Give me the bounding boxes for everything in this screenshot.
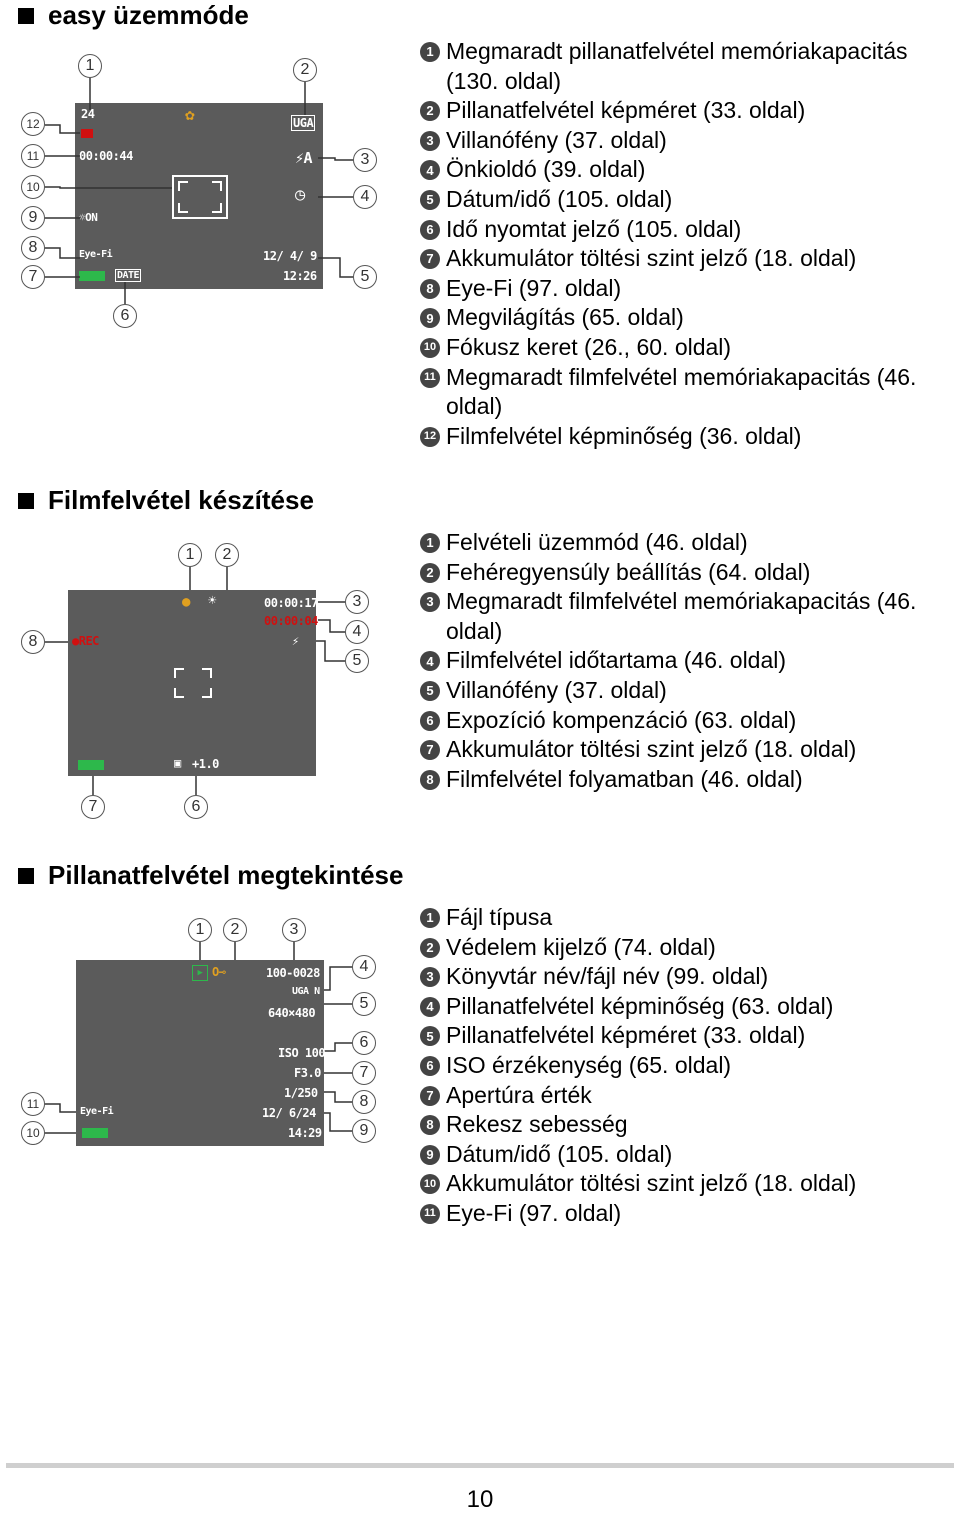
callout-1: 1 bbox=[78, 54, 102, 78]
easy-mode-icon: ✿ bbox=[185, 105, 195, 124]
aperture-value: F3.0 bbox=[294, 1066, 321, 1080]
legend-item bbox=[420, 735, 960, 765]
legend-item bbox=[420, 587, 960, 646]
callout-7: 7 bbox=[21, 265, 45, 289]
legend-list-easy-mode bbox=[420, 37, 960, 451]
legend-text: Filmfelvétel folyamatban (46. oldal) bbox=[446, 765, 803, 792]
legend-text: Eye-Fi (97. oldal) bbox=[446, 274, 622, 301]
legend-number: 9 bbox=[420, 308, 440, 328]
legend-item bbox=[420, 706, 960, 736]
legend-item bbox=[420, 903, 856, 933]
legend-text: Villanófény (37. oldal) bbox=[446, 126, 667, 153]
iso-value: ISO 100 bbox=[278, 1046, 326, 1060]
callout-8: 8 bbox=[352, 1090, 376, 1114]
legend-item bbox=[420, 244, 960, 274]
legend-number: 7 bbox=[420, 740, 440, 760]
callout-8: 8 bbox=[21, 236, 45, 260]
section-title-text: Pillanatfelvétel megtekintése bbox=[48, 860, 404, 890]
file-type-icon: ▶ bbox=[192, 965, 208, 981]
footer-divider bbox=[6, 1463, 954, 1468]
legend-item bbox=[420, 1140, 856, 1170]
legend-text: Pillanatfelvétel képméret (33. oldal) bbox=[446, 1022, 806, 1049]
callout-3: 3 bbox=[282, 918, 306, 942]
section-bullet-icon bbox=[18, 493, 34, 509]
legend-number: 1 bbox=[420, 533, 440, 553]
focus-corner-icon bbox=[174, 688, 184, 698]
legend-item bbox=[420, 422, 960, 452]
legend-number: 1 bbox=[420, 42, 440, 62]
legend-text: Felvételi üzemmód (46. oldal) bbox=[446, 529, 748, 555]
time-display: 12:26 bbox=[283, 269, 317, 283]
legend-number: 7 bbox=[420, 1086, 440, 1106]
legend-text: Pillanatfelvétel képminőség (63. oldal) bbox=[446, 992, 834, 1019]
illumination-label: ON bbox=[85, 211, 98, 224]
legend-number: 4 bbox=[420, 997, 440, 1017]
legend-number: 8 bbox=[420, 279, 440, 299]
legend-text: Pillanatfelvétel képméret (33. oldal) bbox=[446, 97, 806, 124]
legend-item bbox=[420, 155, 960, 185]
flash-mode: ⚡A bbox=[295, 149, 313, 167]
self-timer-icon: ◷ bbox=[295, 185, 305, 205]
time-display: 14:29 bbox=[288, 1126, 322, 1140]
callout-11: 11 bbox=[21, 144, 45, 168]
legend-item bbox=[420, 646, 960, 676]
legend-text: Védelem kijelző (74. oldal) bbox=[446, 933, 716, 960]
legend-list-playback bbox=[420, 903, 856, 1229]
legend-text: Megmaradt filmfelvétel memóriakapacitás (46. oldal) bbox=[446, 588, 917, 644]
callout-10: 10 bbox=[21, 1121, 45, 1145]
legend-number: 10 bbox=[420, 1174, 440, 1194]
legend-text: Megmaradt pillanatfelvétel memóriakapacitás (130. oldal) bbox=[446, 38, 908, 94]
callout-3: 3 bbox=[353, 148, 377, 172]
legend-number: 6 bbox=[420, 1056, 440, 1076]
legend-item bbox=[420, 96, 960, 126]
white-balance-icon: ☀ bbox=[208, 593, 216, 609]
lcd-screen-movie bbox=[68, 590, 316, 776]
legend-text: Dátum/idő (105. oldal) bbox=[446, 185, 673, 212]
legend-text: Expozíció kompenzáció (63. oldal) bbox=[446, 706, 797, 733]
folder-file-name: 100-0028 bbox=[266, 966, 320, 980]
legend-text: Eye-Fi (97. oldal) bbox=[446, 1199, 622, 1226]
legend-item bbox=[420, 962, 856, 992]
legend-number: 1 bbox=[420, 908, 440, 928]
legend-item bbox=[420, 528, 960, 558]
legend-text: Akkumulátor töltési szint jelző (18. oldal) bbox=[446, 245, 857, 272]
legend-item bbox=[420, 1051, 856, 1081]
callout-4: 4 bbox=[345, 620, 369, 644]
legend-text: Fájl típusa bbox=[446, 904, 553, 930]
eyefi-indicator: Eye-Fi bbox=[80, 1106, 114, 1117]
illumination-indicator: ☼ON bbox=[79, 211, 98, 224]
section-bullet-icon bbox=[18, 868, 34, 884]
callout-8: 8 bbox=[21, 630, 45, 654]
legend-item bbox=[420, 1021, 856, 1051]
lcd-screen-playback bbox=[76, 960, 324, 1146]
legend-number: 6 bbox=[420, 220, 440, 240]
callout-2: 2 bbox=[293, 58, 317, 82]
legend-number: 8 bbox=[420, 770, 440, 790]
section-title-movie-recording bbox=[18, 485, 314, 516]
legend-item bbox=[420, 1199, 856, 1229]
legend-number: 5 bbox=[420, 1026, 440, 1046]
legend-text: Megvilágítás (65. oldal) bbox=[446, 304, 684, 331]
focus-corner-icon bbox=[202, 668, 212, 678]
shots-remaining: 24 bbox=[81, 107, 95, 121]
callout-4: 4 bbox=[352, 955, 376, 979]
legend-text: Megmaradt filmfelvétel memóriakapacitás (46. oldal) bbox=[446, 363, 917, 420]
legend-number: 9 bbox=[420, 1145, 440, 1165]
section-title-text: easy üzemmóde bbox=[48, 0, 249, 30]
legend-number: 7 bbox=[420, 249, 440, 269]
battery-icon bbox=[78, 760, 104, 770]
callout-6: 6 bbox=[113, 304, 137, 328]
exposure-compensation-value: +1.0 bbox=[192, 757, 219, 771]
image-quality-badge: UGA N bbox=[292, 986, 320, 997]
legend-number: 2 bbox=[420, 938, 440, 958]
callout-12: 12 bbox=[21, 112, 45, 136]
legend-list-movie bbox=[420, 528, 960, 794]
legend-text: Filmfelvétel képminőség (36. oldal) bbox=[446, 422, 802, 449]
legend-number: 4 bbox=[420, 651, 440, 671]
legend-item bbox=[420, 933, 856, 963]
date-display: 12/ 6/24 bbox=[262, 1106, 316, 1120]
date-stamp-indicator: DATE bbox=[117, 270, 140, 281]
legend-number: 4 bbox=[420, 160, 440, 180]
callout-5: 5 bbox=[352, 992, 376, 1016]
callout-5: 5 bbox=[345, 649, 369, 673]
legend-text: Önkioldó (39. oldal) bbox=[446, 156, 646, 183]
legend-number: 12 bbox=[420, 427, 440, 447]
legend-text: Dátum/idő (105. oldal) bbox=[446, 1140, 673, 1167]
eyefi-indicator: Eye-Fi bbox=[79, 249, 113, 260]
legend-number: 11 bbox=[420, 368, 440, 388]
callout-9: 9 bbox=[352, 1119, 376, 1143]
legend-text: Akkumulátor töltési szint jelző (18. oldal) bbox=[446, 1170, 857, 1197]
focus-corner-icon bbox=[174, 668, 184, 678]
movie-elapsed-time: 00:00:04 bbox=[264, 614, 318, 628]
legend-text: Filmfelvétel időtartama (46. oldal) bbox=[446, 647, 787, 674]
battery-icon bbox=[82, 1128, 108, 1138]
callout-7: 7 bbox=[352, 1061, 376, 1085]
section-title-text: Filmfelvétel készítése bbox=[48, 485, 314, 515]
callout-5: 5 bbox=[353, 265, 377, 289]
legend-item bbox=[420, 333, 960, 363]
legend-number: 6 bbox=[420, 711, 440, 731]
legend-item bbox=[420, 274, 960, 304]
callout-10: 10 bbox=[21, 175, 45, 199]
callout-2: 2 bbox=[215, 543, 239, 567]
callout-7: 7 bbox=[81, 795, 105, 819]
legend-number: 3 bbox=[420, 592, 440, 612]
protect-key-icon: O⊸ bbox=[212, 965, 226, 979]
legend-text: Rekesz sebesség bbox=[446, 1111, 628, 1138]
callout-3: 3 bbox=[345, 590, 369, 614]
callout-6: 6 bbox=[352, 1031, 376, 1055]
legend-item bbox=[420, 126, 960, 156]
legend-item bbox=[420, 1081, 856, 1111]
legend-item bbox=[420, 303, 960, 333]
callout-4: 4 bbox=[353, 185, 377, 209]
movie-remaining-time: 00:00:17 bbox=[264, 596, 318, 610]
date-display: 12/ 4/ 9 bbox=[263, 249, 317, 263]
movie-time-remaining: 00:00:44 bbox=[79, 149, 133, 163]
legend-text: Idő nyomtat jelző (105. oldal) bbox=[446, 215, 742, 242]
callout-9: 9 bbox=[21, 206, 45, 230]
legend-number: 2 bbox=[420, 563, 440, 583]
legend-item bbox=[420, 992, 856, 1022]
legend-text: Villanófény (37. oldal) bbox=[446, 676, 667, 703]
image-size-badge: UGA bbox=[293, 116, 314, 130]
callout-2: 2 bbox=[223, 918, 247, 942]
legend-item bbox=[420, 185, 960, 215]
page-number: 10 bbox=[466, 1486, 494, 1513]
legend-text: Fehéregyensúly beállítás (64. oldal) bbox=[446, 558, 811, 585]
legend-item bbox=[420, 676, 960, 706]
shutter-speed: 1/250 bbox=[284, 1086, 318, 1100]
legend-item bbox=[420, 1110, 856, 1140]
section-title-playback bbox=[18, 860, 403, 891]
legend-number: 5 bbox=[420, 681, 440, 701]
legend-text: Akkumulátor töltési szint jelző (18. oldal) bbox=[446, 736, 857, 763]
legend-item bbox=[420, 215, 960, 245]
recording-indicator: ●REC bbox=[72, 634, 99, 648]
legend-number: 3 bbox=[420, 967, 440, 987]
legend-text: Könyvtár név/fájl név (99. oldal) bbox=[446, 963, 769, 990]
legend-number: 10 bbox=[420, 338, 440, 358]
legend-item bbox=[420, 37, 960, 96]
legend-text: Apertúra érték bbox=[446, 1081, 592, 1108]
recording-mode-icon: ● bbox=[182, 594, 190, 610]
legend-item bbox=[420, 558, 960, 588]
legend-item bbox=[420, 363, 960, 422]
legend-item bbox=[420, 1169, 856, 1199]
callout-1: 1 bbox=[178, 543, 202, 567]
legend-text: ISO érzékenység (65. oldal) bbox=[446, 1051, 732, 1078]
image-size: 640×480 bbox=[268, 1006, 316, 1020]
legend-number: 2 bbox=[420, 101, 440, 121]
legend-item bbox=[420, 765, 960, 795]
focus-corner-icon bbox=[202, 688, 212, 698]
callout-1: 1 bbox=[188, 918, 212, 942]
flash-indicator: ⚡ bbox=[292, 634, 299, 648]
exposure-compensation-icon: ▣ bbox=[174, 756, 181, 770]
legend-text: Fókusz keret (26., 60. oldal) bbox=[446, 333, 732, 360]
callout-6: 6 bbox=[184, 795, 208, 819]
legend-number: 5 bbox=[420, 190, 440, 210]
legend-number: 11 bbox=[420, 1204, 440, 1224]
callout-11: 11 bbox=[21, 1092, 45, 1116]
legend-number: 8 bbox=[420, 1115, 440, 1135]
legend-number: 3 bbox=[420, 131, 440, 151]
